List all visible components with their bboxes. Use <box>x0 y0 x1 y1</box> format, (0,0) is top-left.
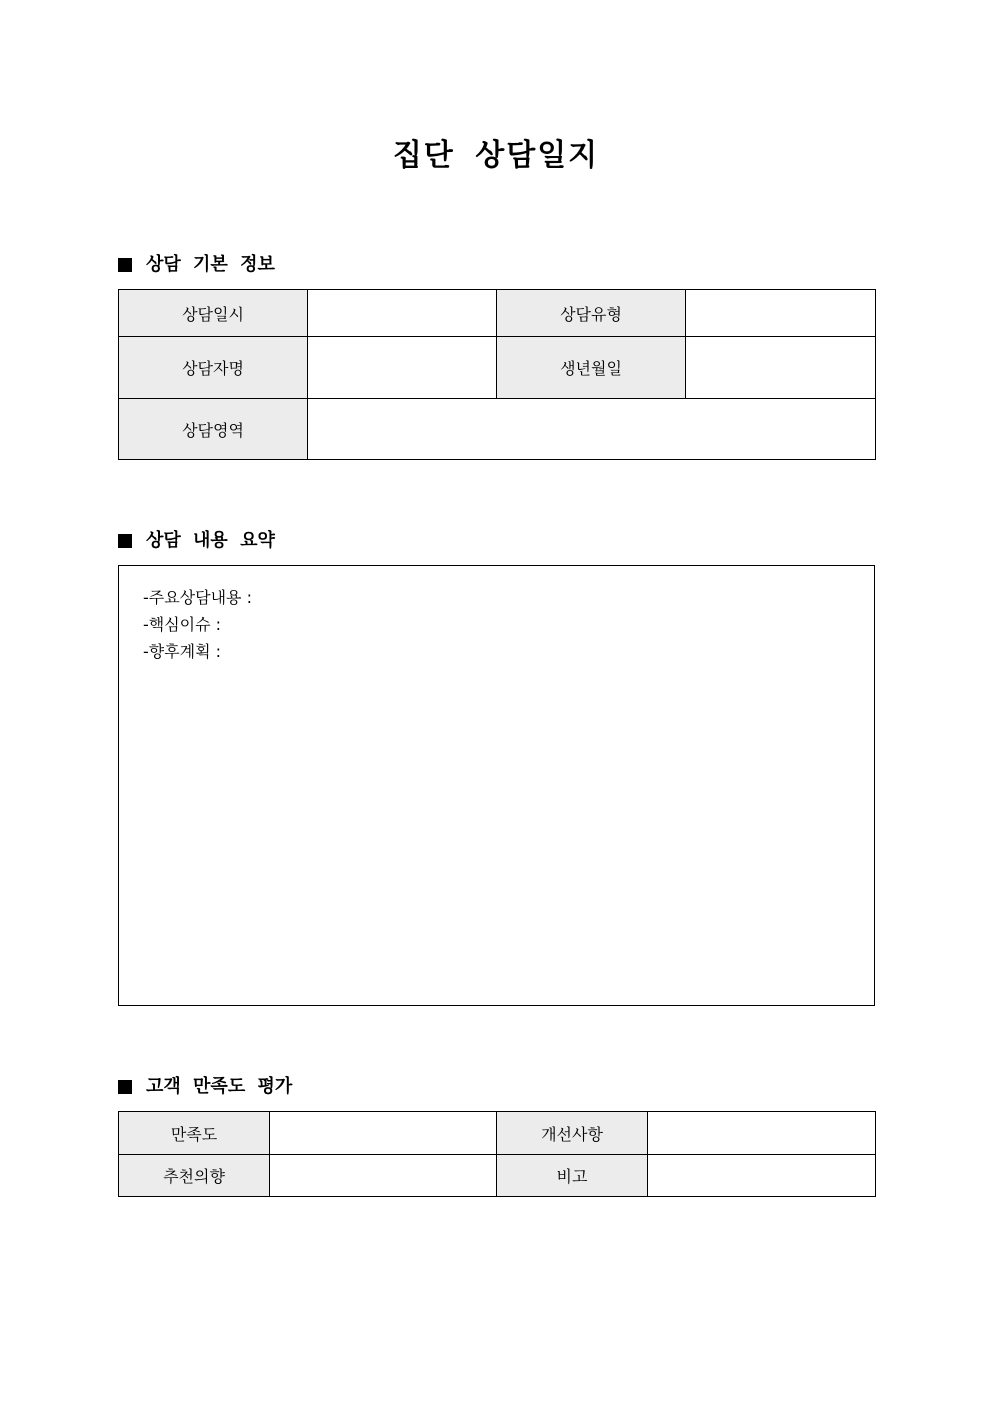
label-birth-date: 생년월일 <box>497 337 686 399</box>
label-consult-date: 상담일시 <box>119 290 308 337</box>
table-row <box>119 1155 876 1197</box>
remarks-field[interactable] <box>648 1155 876 1197</box>
recommendation-field[interactable] <box>270 1155 497 1197</box>
consult-area-field[interactable] <box>308 399 876 460</box>
summary-lines <box>143 584 252 665</box>
table-row <box>119 399 876 460</box>
summary-line-future-plan: -향후계획 : <box>143 642 222 661</box>
label-satisfaction: 만족도 <box>119 1112 270 1155</box>
consult-date-field[interactable] <box>308 290 497 337</box>
table-row <box>119 1112 876 1155</box>
label-consult-type: 상담유형 <box>497 290 686 337</box>
basic-info-table <box>118 289 876 460</box>
section-heading-text: 상담 내용 요약 <box>146 530 275 551</box>
summary-line-key-issue: -핵심이슈 : <box>143 615 222 634</box>
birth-date-field[interactable] <box>686 337 876 399</box>
consult-type-field[interactable] <box>686 290 876 337</box>
label-counselee-name: 상담자명 <box>119 337 308 399</box>
section-heading-text: 고객 만족도 평가 <box>146 1076 293 1097</box>
label-remarks: 비고 <box>497 1155 648 1197</box>
square-bullet-icon <box>118 534 132 548</box>
label-consult-area: 상담영역 <box>119 399 308 460</box>
square-bullet-icon <box>118 258 132 272</box>
summary-text-area[interactable] <box>118 565 875 1006</box>
label-improvements: 개선사항 <box>497 1112 648 1155</box>
section-heading-summary <box>118 528 275 554</box>
label-recommendation: 추천의향 <box>119 1155 270 1197</box>
table-row <box>119 337 876 399</box>
satisfaction-field[interactable] <box>270 1112 497 1155</box>
square-bullet-icon <box>118 1080 132 1094</box>
section-heading-basic-info <box>118 252 275 278</box>
improvements-field[interactable] <box>648 1112 876 1155</box>
page-title: 집단 상담일지 <box>392 138 600 173</box>
satisfaction-table <box>118 1111 876 1197</box>
section-heading-satisfaction <box>118 1074 292 1100</box>
counselee-name-field[interactable] <box>308 337 497 399</box>
table-row <box>119 290 876 337</box>
section-heading-text: 상담 기본 정보 <box>146 254 275 275</box>
summary-line-main-content: -주요상담내용 : <box>143 588 252 607</box>
